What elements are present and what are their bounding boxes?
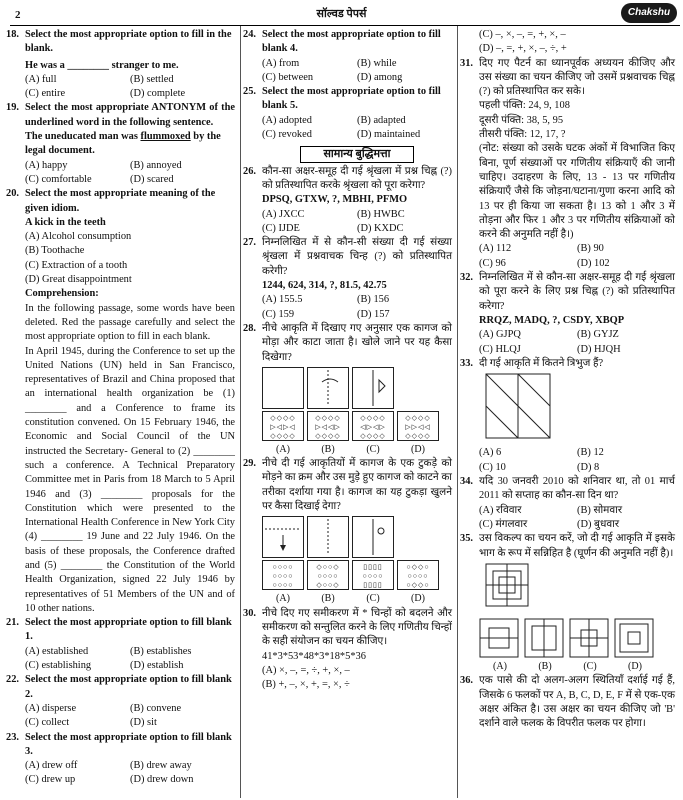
option-d[interactable]: (D) complete	[130, 88, 186, 100]
option-d[interactable]: (D) sit	[130, 717, 157, 729]
question-24: 24. Select the most appropriate option to fill blank 4. (A) from (B) while (C) between (D) among	[262, 28, 452, 85]
option-d[interactable]: (D) among	[357, 71, 403, 83]
option-d[interactable]: (D) establish	[130, 660, 184, 672]
option-c[interactable]: (C) collect	[25, 717, 70, 729]
option-a[interactable]: (A) JXCC	[262, 208, 305, 220]
option-c[interactable]: (C) establishing	[25, 660, 92, 672]
question-23: 23. Select the most appropriate option to fill blank 3. (A) drew off (B) drew away (C) drew up (D) drew down	[25, 731, 235, 788]
option-c[interactable]: (C) 10	[479, 461, 506, 473]
question-18: 18. Select the most appropriate option to fill in the blank. He was a ________ stranger to me. (A) full (B) settled (C) entire (D) complete	[25, 28, 235, 101]
fold-step-3	[352, 367, 394, 409]
option-a[interactable]: (A) 112	[479, 243, 512, 255]
option-b[interactable]: (B) drew away	[130, 760, 192, 772]
column-divider	[457, 26, 458, 798]
question-34: 34. यदि 30 जनवरी 2010 को शनिवार था, तो 01 मार्च 2011 को सप्ताह का कौन-सा दिन था? (A) रविवार (B) सोमवार (C) मंगलवार (D) बुधवार	[479, 475, 675, 532]
option-c[interactable]: (C) 159	[262, 308, 295, 320]
answer-figures	[479, 618, 675, 658]
option-c[interactable]: (C) –, ×, –, =, +, ×, –	[479, 29, 566, 40]
comprehension-passage: In April 1945, during the Conference to set up the United Nations (UN) held in San Francisco, representatives of Brazil and China proposed that an international health organization be (1) ________ and a Conference to frame its constitution convened. On 15 February 1946, the Economic and Social Council of the UN instructed the Secretary- General to (2) ________ such a conference. A Technical Preparatory Committee met in Paris from 18 March to 5 April 1946 and (3) ________ proposals for the Constitution which were presented to the International Health Conference in New York City (4) ________ 19 June and 22 July 1946. On the basis of these proposals, the Conference drafted and (5) ________ the Constitution of the World Health Organization, signed 22 July 1946 by representatives of 51 Members of the UN and of 10 other nations.	[25, 345, 235, 614]
page-number: 2	[15, 9, 21, 21]
underlined-word: flummoxed	[140, 131, 191, 143]
answer-figure-a[interactable]	[479, 618, 521, 658]
option-d[interactable]: (D) 8	[577, 461, 600, 473]
question-35: 35. उस विकल्प का चयन करें, जो दी गई आकृति में इसके भाग के रूप में सन्निहित है (घूर्णन की अनुमति नहीं है)। (A) (B) (C) (D)	[460, 533, 675, 673]
comprehension-instructions: In the following passage, some words have been deleted. Red the passage carefully and select the most appropriate option to fill in each blank.	[25, 302, 235, 343]
question-30: 30. नीचे दिए गए समीकरण में * चिन्हों को बदलने और समीकरण को सन्तुलित करने के लिए गणितीय चिन्हों के सही संयोजन का चयन कीजिए। 41*3*53*48*3*18*5*36 (A) ×, –, =, ÷, +, ×, – (B) +, –, ×, +, =, ×, ÷	[262, 607, 452, 693]
question-20: 20. Select the most appropriate meaning of the given idiom. A kick in the teeth (A) Alcohol consumption (B) Toothache (C) Extraction of a tooth (D) Great disappointment	[25, 187, 235, 287]
answer-figure-c[interactable]	[569, 618, 611, 658]
column-3	[460, 28, 675, 798]
chakshu-logo: Chakshu	[621, 3, 677, 23]
question-33: 33. दी गई आकृति में कितने त्रिभुज हैं? (A) 6 (B) 12 (C) 10 (D) 8	[479, 357, 675, 475]
option-b[interactable]: (B) Toothache	[25, 245, 85, 257]
option-d[interactable]: (D) scared	[130, 173, 174, 185]
fold-step-2	[307, 516, 349, 558]
fold-step-3	[352, 516, 394, 558]
option-c[interactable]: (C) IJDE	[262, 222, 300, 234]
option-c[interactable]: (C) comfortable	[25, 173, 92, 185]
option-b[interactable]: (B) +, –, ×, +, =, ×, ÷	[262, 679, 350, 691]
option-b[interactable]: (B) HWBC	[357, 208, 405, 220]
question-21: 21. Select the most appropriate option to fill blank 1. (A) established (B) establishes (C) establishing (D) establish	[25, 616, 235, 673]
option-c[interactable]: (C) drew up	[25, 774, 76, 786]
option-a[interactable]: (A) adopted	[262, 114, 312, 126]
option-d[interactable]: (D) KXDC	[357, 222, 404, 234]
header-rule	[10, 25, 680, 26]
answer-figure-a[interactable]: ◇◇◇◇ ▷◁▷◁ ◇◇◇◇	[262, 411, 304, 441]
option-c[interactable]: (C) between	[262, 71, 314, 83]
option-c[interactable]: (C) Extraction of a tooth	[25, 259, 128, 271]
option-a[interactable]: (A) happy	[25, 159, 68, 171]
fold-sequence-figure	[262, 516, 452, 558]
triangle-figure	[485, 373, 565, 439]
question-figure	[485, 563, 531, 609]
option-c[interactable]: (C) entire	[25, 88, 66, 100]
option-a[interactable]: (A) disperse	[25, 702, 77, 714]
question-32: 32. निम्नलिखित में से कौन-सा अक्षर-समूह दी गई श्रृंखला को पूरा करने के लिए प्रश्न चिह्न (?) को प्रतिस्थापित करेगा? RRQZ, MADQ, ?, CSDY, XBQP (A) GJPQ (B) GYJZ (C) HLQJ (D) HJQH	[479, 271, 675, 357]
option-a[interactable]: (A) full	[25, 73, 57, 85]
answer-figures	[262, 560, 452, 590]
answer-figures	[262, 411, 452, 441]
answer-figure-b[interactable]: ◇◇◇◇ ▷◁◁▷ ◇◇◇◇	[307, 411, 349, 441]
question-28: 28. नीचे आकृति में दिखाए गए अनुसार एक कागज को मोड़ा और काटा जाता है। खोले जाने पर यह कैसा दिखेगा? ◇◇◇◇ ▷◁▷◁ ◇◇◇◇ ◇◇◇◇ ▷◁◁▷ ◇◇◇◇ ◇◇◇◇ ◁▷◁▷ ◇◇◇◇ ◇◇◇◇ ▷▷◁◁ ◇◇◇◇ (A) (B) (C) (D)	[243, 322, 452, 455]
question-25: 25. Select the most appropriate option to fill blank 5. (A) adopted (B) adapted (C) revoked (D) maintained	[262, 85, 452, 142]
page-header	[0, 0, 683, 25]
question-36: 36. एक पासे की दो अलग-अलग स्थितियाँ दर्शाई गई हैं, जिसके 6 फलकों पर A, B, C, D, E, F में से एक-एक अक्षर अंकित है। उस अक्षर का चयन कीजिए जो 'B' दर्शाने वाले फलक के विपरीत फलक पर होगा।	[460, 675, 675, 730]
answer-figure-c[interactable]: ◇◇◇◇ ◁▷◁▷ ◇◇◇◇	[352, 411, 394, 441]
answer-figure-d[interactable]: ○◇◇○ ○○○○ ○◇◇○	[397, 560, 439, 590]
cut-mark-icon	[353, 517, 393, 557]
answer-figure-b[interactable]: ◇○○◇ ○○○○ ◇○○◇	[307, 560, 349, 590]
option-d[interactable]: (D) maintained	[357, 129, 421, 141]
question-29: 29. नीचे दी गई आकृतियों में कागज के एक टुकड़े को मोड़ने का क्रम और उस मुड़े हुए कागज को काटने का तरीका दर्शाया गया है। कागज का यह टुकड़ा खुलने पर कैसा दिखाई देगा? ○○○○ ○○○○ ○○○○ ◇○○◇ ○○○○ ◇○○◇ ▯▯▯▯ ○○○○ ▯▯▯▯ ○◇◇○ ○○○○ ○◇◇○ (A) (B) (C) (D)	[243, 458, 452, 605]
section-heading: सामान्य बुद्धिमत्ता	[262, 146, 452, 162]
option-b[interactable]: (B) annoyed	[130, 159, 182, 171]
fold-step-2	[307, 367, 349, 409]
fold-arrow-icon	[308, 368, 348, 408]
question-27: 27. निम्नलिखित में से कौन-सी संख्या दी गई संख्या श्रृंखला में प्रश्नवाचक चिन्ह (?) को प्रतिस्थापित करेगी? 1244, 624, 314, ?, 81.5, 42.75 (A) 155.5 (B) 156 (C) 159 (D) 157	[262, 236, 452, 322]
fold-step-1	[262, 367, 304, 409]
option-b[interactable]: (B) 156	[357, 294, 390, 306]
question-22: 22. Select the most appropriate option to fill blank 2. (A) disperse (B) convene (C) collect (D) sit	[25, 673, 235, 730]
cut-mark-icon	[353, 368, 393, 408]
answer-figure-c[interactable]: ▯▯▯▯ ○○○○ ▯▯▯▯	[352, 560, 394, 590]
option-b[interactable]: (B) सोमवार	[577, 504, 623, 516]
option-b[interactable]: (B) adapted	[357, 114, 406, 126]
option-b[interactable]: (B) establishes	[130, 645, 192, 657]
running-title: सॉल्वड पेपर्स	[316, 8, 367, 20]
column-1	[6, 28, 235, 798]
option-a[interactable]: (A) ×, –, =, ÷, +, ×, –	[262, 664, 350, 676]
option-a[interactable]: (A) from	[262, 57, 300, 69]
option-b[interactable]: (B) 90	[577, 243, 604, 255]
option-c[interactable]: (C) revoked	[262, 129, 312, 141]
option-a[interactable]: (A) रविवार	[479, 504, 522, 516]
answer-figure-b[interactable]	[524, 618, 566, 658]
option-b[interactable]: (B) while	[357, 57, 397, 69]
option-a[interactable]: (A) drew off	[25, 760, 78, 772]
answer-figure-d[interactable]	[614, 618, 656, 658]
option-d[interactable]: (D) 157	[357, 308, 390, 320]
answer-figure-d[interactable]: ◇◇◇◇ ▷▷◁◁ ◇◇◇◇	[397, 411, 439, 441]
option-a[interactable]: (A) Alcohol consumption	[25, 231, 132, 243]
fold-sequence-figure	[262, 367, 452, 409]
option-b[interactable]: (B) 12	[577, 447, 604, 459]
option-a[interactable]: (A) 6	[479, 447, 502, 459]
question-19: 19. Select the most appropriate ANTONYM of the underlined word in the following sentence. The uneducated man was flummoxed by the legal document. (A) happy (B) annoyed (C) comfortable (D) scared	[25, 101, 235, 187]
option-c[interactable]: (C) मंगलवार	[479, 518, 528, 530]
question-31: 31. दिए गए पैटर्न का ध्यानपूर्वक अध्ययन कीजिए और उस संख्या का चयन कीजिए जो उसमें प्रश्नवाचक चिह्न (?) को प्रतिस्थापित कर सके। पहली पंक्ति: 24, 9, 108 दूसरी पंक्ति: 38, 5, 95 तीसरी पंक्ति: 12, 17, ? (नोट: संख्या को उसके घटक अंकों में विभाजित किए बिना, पूर्ण संख्याओं पर गणितीय संक्रियाएँ की जानी चाहिए। उदाहरण के लिए, 13 - 13 पर गणितीय संक्रियाएँ जैसे कि जोड़ना/घटाना/गुणा करना आदि को 13 पर ही किया जा सकता है। 13 को 1 और 3 में तोड़ना और फिर 1 और 3 पर गणितीय संक्रियाओं को करने की अनुमति नहीं है।) (A) 112 (B) 90 (C) 96 (D) 102	[479, 57, 675, 271]
option-a[interactable]: (A) 155.5	[262, 294, 303, 306]
option-d[interactable]: (D) Great disappointment	[25, 274, 132, 286]
option-d[interactable]: (D) HJQH	[577, 343, 621, 355]
option-c[interactable]: (C) 96	[479, 257, 506, 269]
option-c[interactable]: (C) HLQJ	[479, 343, 521, 355]
option-d[interactable]: (D) –, =, +, ×, –, ÷, +	[479, 43, 567, 55]
option-d[interactable]: (D) drew down	[130, 774, 194, 786]
question-26: 26. कौन-सा अक्षर-समूह दी गई श्रृंखला में प्रश्न चिह्न (?) को प्रतिस्थापित करके श्रृंखला को पूरा करेगा? DPSQ, GTXW, ?, MBHI, PFMO (A) JXCC (B) HWBC (C) IJDE (D) KXDC	[262, 165, 452, 236]
column-2	[243, 28, 452, 798]
column-divider	[240, 26, 241, 798]
option-a[interactable]: (A) established	[25, 645, 89, 657]
option-b[interactable]: (B) settled	[130, 73, 174, 85]
option-d[interactable]: (D) 102	[577, 257, 610, 269]
option-b[interactable]: (B) convene	[130, 702, 182, 714]
comprehension-heading: Comprehension:	[25, 288, 99, 300]
option-a[interactable]: (A) GJPQ	[479, 329, 521, 341]
option-d[interactable]: (D) बुधवार	[577, 518, 620, 530]
answer-figure-a[interactable]: ○○○○ ○○○○ ○○○○	[262, 560, 304, 590]
fold-step-1	[262, 516, 304, 558]
fold-arrow-icon	[263, 517, 303, 557]
option-b[interactable]: (B) GYJZ	[577, 329, 619, 341]
note: (नोट: संख्या को उसके घटक अंकों में विभाजित किए बिना, पूर्ण संख्याओं पर गणितीय संक्रियाएँ की जानी चाहिए। उदाहरण के लिए, 13 - 13 पर गणितीय संक्रियाएँ जैसे कि जोड़ना/घटाना/गुणा करना आदि को 13 पर ही किया जा सकता है। 13 को 1 और 3 में तोड़ना और फिर 1 और 3 पर गणितीय संक्रियाओं को करने की अनुमति नहीं है।)	[479, 143, 675, 241]
